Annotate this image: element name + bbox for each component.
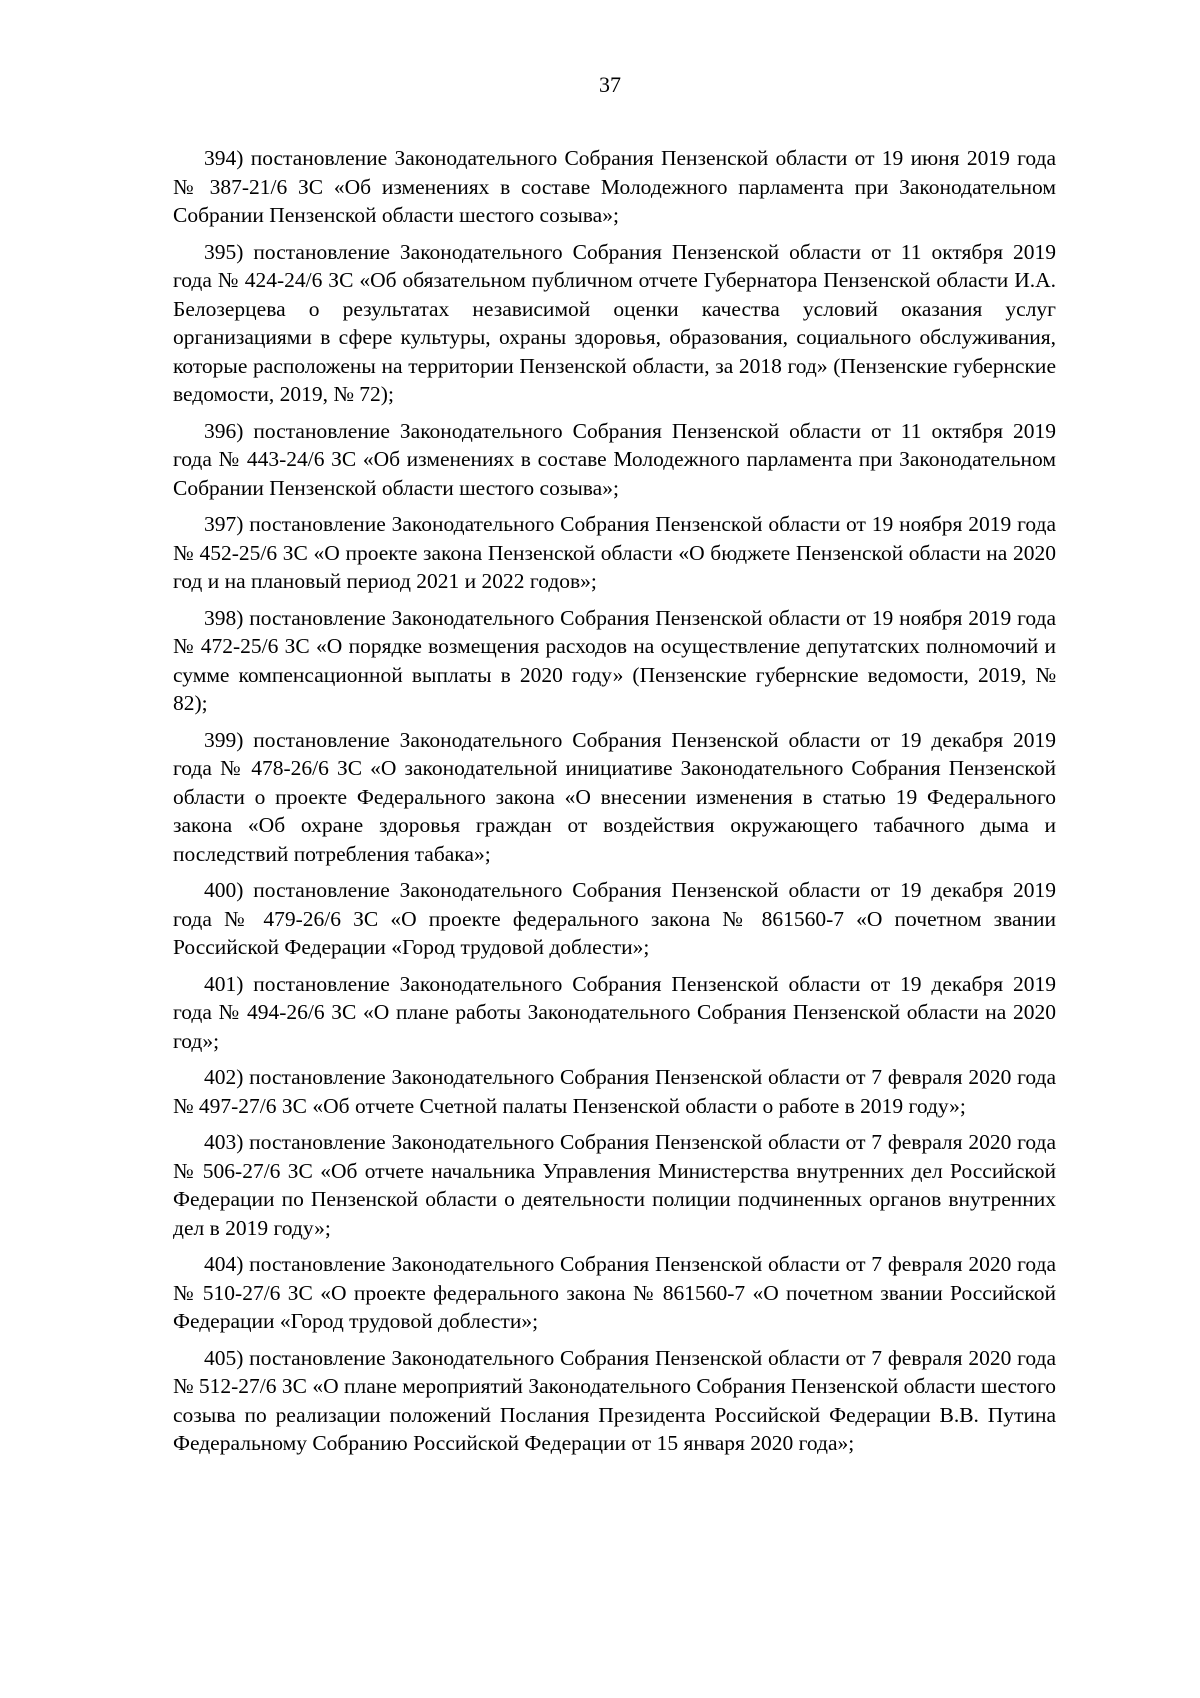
page-number: 37: [599, 72, 621, 97]
list-item: 394) постановление Законодательного Собрания Пензенской области от 19 июня 2019 года № 387-21/6 ЗС «Об изменениях в составе Молодежного парламента при Законодательном Собрании Пензенской области шестого созыва»;: [173, 146, 1056, 227]
document-body: [173, 144, 1056, 1466]
list-item: 401) постановление Законодательного Собрания Пензенской области от 19 декабря 2019 года № 494-26/6 ЗС «О плане работы Законодательного Собрания Пензенской области на 2020 год»;: [173, 971, 1056, 1053]
list-item: 396) постановление Законодательного Собрания Пензенской области от 11 октября 2019 года № 443-24/6 ЗС «Об изменениях в составе Молодежного парламента при Законодательном Собрании Пензенской области шестого созыва»;: [173, 418, 1056, 500]
list-item: 405) постановление Законодательного Собрания Пензенской области от 7 февраля 2020 года № 512-27/6 ЗС «О плане мероприятий Законодательного Собрания Пензенской области шестого созыва по реализации положений Послания Президента Российской Федерации В.В. Путина Федеральному Собранию Российской Федерации от 15 января 2020 года»;: [173, 1345, 1056, 1455]
list-item: 402) постановление Законодательного Собрания Пензенской области от 7 февраля 2020 года № 497-27/6 ЗС «Об отчете Счетной палаты Пензенской области о работе в 2019 году»;: [173, 1065, 1056, 1118]
list-item: 397) постановление Законодательного Собрания Пензенской области от 19 ноября 2019 года № 452-25/6 ЗС «О проекте закона Пензенской области «О бюджете Пензенской области на 2020 год и на плановый период 2021 и 2022 годов»;: [173, 512, 1056, 593]
list-item: 398) постановление Законодательного Собрания Пензенской области от 19 ноября 2019 года № 472-25/6 ЗС «О порядке возмещения расходов на осуществление депутатских полномочий и сумме компенсационной выплаты в 2020 году» (Пензенские губернские ведомости, 2019, № 82);: [173, 605, 1056, 715]
list-item: 404) постановление Законодательного Собрания Пензенской области от 7 февраля 2020 года № 510-27/6 ЗС «О проекте федерального закона № 861560-7 «О почетном звании Российской Федерации «Город трудовой доблести»;: [173, 1252, 1056, 1333]
list-item: 395) постановление Законодательного Собрания Пензенской области от 11 октября 2019 года № 424-24/6 ЗС «Об обязательном публичном отчете Губернатора Пензенской области И.А. Белозерцева о результатах независимой оценки качества условий оказания услуг организациями в сфере культуры, охраны здоровья, образования, социального обслуживания, которые расположены на территории Пензенской области, за 2018 год» (Пензенские губернские ведомости, 2019, № 72);: [173, 239, 1056, 406]
list-item: 399) постановление Законодательного Собрания Пензенской области от 19 декабря 2019 года № 478-26/6 ЗС «О законодательной инициативе Законодательного Собрания Пензенской области о проекте Федерального закона «О внесении изменения в статью 19 Федерального закона «Об охране здоровья граждан от воздействия окружающего табачного дыма и последствий потребления табака»;: [173, 727, 1056, 866]
list-item: 403) постановление Законодательного Собрания Пензенской области от 7 февраля 2020 года № 506-27/6 ЗС «Об отчете начальника Управления Министерства внутренних дел Российской Федерации по Пензенской области о деятельности полиции подчиненных органов внутренних дел в 2019 году»;: [173, 1130, 1056, 1240]
list-item: 400) постановление Законодательного Собрания Пензенской области от 19 декабря 2019 года № 479-26/6 ЗС «О проекте федерального закона № 861560-7 «О почетном звании Российской Федерации «Город трудовой доблести»;: [173, 878, 1056, 959]
